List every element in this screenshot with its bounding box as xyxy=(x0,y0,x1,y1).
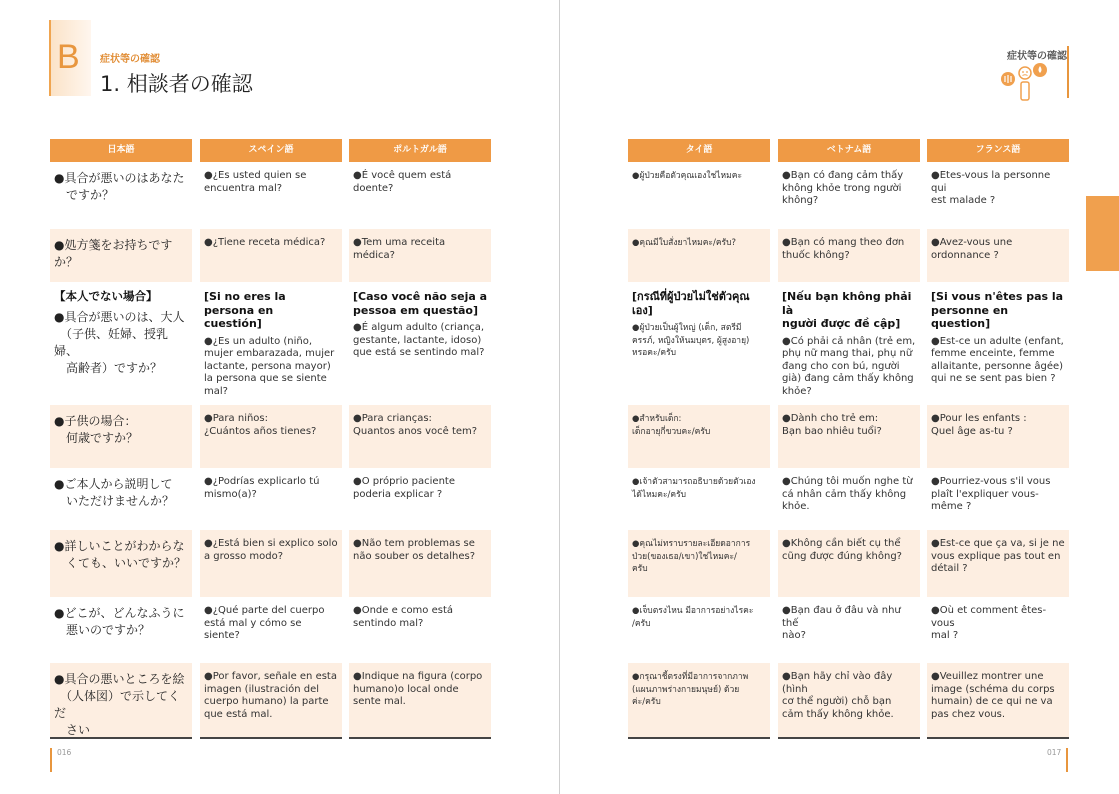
phrase-cell xyxy=(50,663,192,737)
phrase-cell xyxy=(200,663,342,737)
column-header: フランス語 xyxy=(927,139,1069,162)
phrase-cell xyxy=(200,282,342,405)
phrase-text: ●子供の場合： 何歳ですか？ xyxy=(54,414,139,445)
phrase-text: ●O próprio paciente poderia explicar ? xyxy=(353,476,455,500)
phrase-text: ●Chúng tôi muốn nghe từ cá nhân cảm thấy không khỏe. xyxy=(782,476,913,512)
case-heading: [Si no eres la persona en cuestión] xyxy=(204,290,286,330)
phrase-cell xyxy=(50,282,192,405)
phrase-cell xyxy=(778,282,920,405)
language-column xyxy=(628,139,770,739)
phrase-text: ●Etes-vous la personne qui est malade ? xyxy=(931,170,1051,206)
phrase-text: ●¿Está bien si explico solo a grosso modo? xyxy=(204,538,338,562)
phrase-text: ●どこが、どんなふうに 悪いのですか？ xyxy=(54,606,185,637)
phrase-cell xyxy=(50,405,192,468)
running-header-label: 症状等の確認 xyxy=(1007,51,1067,62)
phrase-text: ●ผู้ป่วยคือตัวคุณเองใช่ไหมคะ xyxy=(632,171,743,181)
phrase-cell xyxy=(50,162,192,229)
phrase-text: ●Est-ce que ça va, si je ne vous explique pas tout en détail ? xyxy=(931,538,1065,574)
case-heading: 【本人でない場合】 xyxy=(54,289,158,303)
phrase-text: ●¿Es un adulto (niño, mujer embarazada, mujer lactante, persona mayor) la persona que se siente mal? xyxy=(204,335,335,397)
phrase-cell xyxy=(349,282,491,405)
folio-bar xyxy=(50,748,52,772)
phrase-cell xyxy=(200,162,342,229)
phrase-cell xyxy=(778,468,920,530)
phrase-cell xyxy=(349,597,491,663)
phrase-cell xyxy=(628,663,770,737)
phrase-text: ●Est-ce un adulte (enfant, femme enceinte, femme allaitante, personne âgée) qui ne se sent pas bien ? xyxy=(931,335,1064,384)
phrase-text: ●สำหรับเด็ก: เด็กอายุกี่ขวบคะ/ครับ xyxy=(632,414,711,437)
phrase-text: ●Có phải cả nhân (trẻ em, phụ nữ mang thai, phụ nữ đang cho con bú, người già) đang cảm thấy không khỏe? xyxy=(782,335,916,397)
phrase-text: ●Onde e como está sentindo mal? xyxy=(353,605,454,629)
phrase-text: ●具合の悪いところを絵 （人体図）で示してくだ さい xyxy=(54,672,185,737)
phrase-cell xyxy=(778,663,920,737)
column-header: 日本語 xyxy=(50,139,192,162)
phrase-text: ●Para crianças: Quantos anos você tem? xyxy=(353,413,478,437)
phrase-text: ●¿Es usted quien se encuentra mal? xyxy=(204,170,307,194)
phrase-cell xyxy=(628,282,770,405)
left-page xyxy=(0,0,559,794)
phrase-cell xyxy=(778,405,920,468)
phrase-text: ●具合が悪いのはあなた ですか？ xyxy=(54,171,185,202)
phrase-cell xyxy=(778,162,920,229)
phrase-text: ●具合が悪いのは、大人 （子供、妊婦、授乳婦、 高齢者）ですか？ xyxy=(54,309,185,375)
phrase-cell xyxy=(50,229,192,282)
phrase-cell xyxy=(200,405,342,468)
phrase-text: ●คุณไม่ทราบรายละเอียดอาการ ป่วย(ของเธอ/เขา)ใช่ไหมคะ/ ครับ xyxy=(632,539,751,574)
phrase-cell xyxy=(349,162,491,229)
phrase-text: ●ผู้ป่วยเป็นผู้ใหญ่ (เด็ก, สตรีมี ครรภ์, หญิงให้นมบุตร, ผู้สูงอายุ) หรอคะ/ครับ xyxy=(632,323,750,358)
column-header: ポルトガル語 xyxy=(349,139,491,162)
phrase-cell xyxy=(628,162,770,229)
page-number: 016 xyxy=(57,748,72,757)
phrase-text: ●Où et comment êtes-vous mal ? xyxy=(931,605,1047,641)
phrase-cell xyxy=(349,468,491,530)
phrase-cell xyxy=(927,468,1069,530)
phrase-text: ●เจ็บตรงไหน มีอาการอย่างไรคะ /ครับ xyxy=(632,606,754,629)
phrase-cell xyxy=(628,530,770,597)
phrase-text: ●¿Tiene receta médica? xyxy=(204,237,326,248)
phrase-cell xyxy=(349,405,491,468)
phrase-cell xyxy=(50,468,192,530)
phrase-cell xyxy=(628,597,770,663)
language-column xyxy=(349,139,491,739)
phrase-text: ●É algum adulto (criança, gestante, lactante, idoso) que está se sentindo mal? xyxy=(353,322,485,358)
phrase-cell xyxy=(200,530,342,597)
running-header-bar xyxy=(1067,46,1069,98)
phrase-text: ●เจ้าตัวสามารถอธิบายด้วยตัวเอง ได้ไหมคะ/ครับ xyxy=(632,477,756,500)
phrase-cell xyxy=(927,663,1069,737)
column-header: スペイン語 xyxy=(200,139,342,162)
phrase-text: ●¿Podrías explicarlo tú mismo(a)? xyxy=(204,476,320,500)
section-letter: B xyxy=(57,38,80,76)
phrase-text: ●処方箋をお持ちですか？ xyxy=(54,238,173,269)
phrase-cell xyxy=(628,229,770,282)
language-column xyxy=(200,139,342,739)
page-title: 1. 相談者の確認 xyxy=(100,72,253,96)
phrase-cell xyxy=(927,405,1069,468)
phrase-cell xyxy=(628,405,770,468)
column-header: タイ語 xyxy=(628,139,770,162)
phrase-cell xyxy=(50,597,192,663)
case-heading: [Si vous n'êtes pas la personne en question] xyxy=(931,290,1064,330)
section-subtitle: 症状等の確認 xyxy=(100,54,160,65)
phrase-cell xyxy=(349,229,491,282)
phrase-cell xyxy=(927,530,1069,597)
phrase-text: ●Pourriez-vous s'il vous plaît l'expliquer vous- même ? xyxy=(931,476,1051,512)
phrase-text: ●Avez-vous une ordonnance ? xyxy=(931,237,1013,261)
phrase-cell xyxy=(778,530,920,597)
phrase-cell xyxy=(927,282,1069,405)
phrase-text: ●Bạn đau ở đâu và như thế nào? xyxy=(782,605,901,641)
phrase-text: ●¿Qué parte del cuerpo está mal y cómo se siente? xyxy=(204,605,325,641)
phrase-text: ●Bạn hãy chỉ vào đây (hình cơ thể người) chỗ bạn cảm thấy không khỏe. xyxy=(782,671,894,720)
page-number: 017 xyxy=(1047,748,1062,757)
phrase-text: ●詳しいことがわからな くても、いいですか？ xyxy=(54,539,187,570)
phrase-cell xyxy=(349,663,491,737)
folio-bar xyxy=(1066,748,1068,772)
language-column xyxy=(50,139,192,739)
phrase-cell xyxy=(927,229,1069,282)
case-heading: [Caso você não seja a pessoa em questão] xyxy=(353,290,488,317)
phrase-text: ●Bạn có đang cảm thấy không khỏe trong người không? xyxy=(782,170,904,206)
right-page xyxy=(560,0,1119,794)
phrase-text: ●Para niños: ¿Cuántos años tienes? xyxy=(204,413,317,437)
phrase-text: ●Indique na figura (corpo humano)o local onde sente mal. xyxy=(353,671,483,707)
phrase-text: ●Pour les enfants : Quel âge as-tu ? xyxy=(931,413,1027,437)
language-column xyxy=(927,139,1069,739)
phrase-text: ●Não tem problemas se não souber os detalhes? xyxy=(353,538,476,562)
phrase-cell xyxy=(200,468,342,530)
phrase-text: ●É você quem está doente? xyxy=(353,170,452,194)
phrase-text: ●คุณมีใบสั่งยาไหมคะ/ครับ? xyxy=(632,238,736,248)
phrase-text: ●Không cần biết cụ thể cũng được đúng không? xyxy=(782,538,902,562)
symptom-check-icon xyxy=(978,60,1054,102)
phrase-cell xyxy=(200,229,342,282)
phrase-text: ●Dành cho trẻ em: Bạn bao nhiêu tuổi? xyxy=(782,413,882,437)
phrase-cell xyxy=(927,597,1069,663)
phrase-cell xyxy=(50,530,192,597)
case-heading: [Nếu bạn không phải là người được đề cập] xyxy=(782,290,912,330)
phrase-text: ●Por favor, señale en esta imagen (ilustración del cuerpo humano) la parte que está mal. xyxy=(204,671,337,720)
phrase-text: ●Tem uma receita médica? xyxy=(353,237,446,261)
section-badge xyxy=(49,20,91,96)
language-column xyxy=(778,139,920,739)
phrase-text: ●ご本人から説明して いただけませんか？ xyxy=(54,477,175,508)
phrase-cell xyxy=(349,530,491,597)
phrase-cell xyxy=(200,597,342,663)
case-heading: [กรณีที่ผู้ป่วยไม่ใช่ตัวคุณ เอง] xyxy=(632,290,750,317)
phrase-cell xyxy=(628,468,770,530)
phrase-cell xyxy=(927,162,1069,229)
phrase-text: ●กรุณาชี้ตรงที่มีอาการจากภาพ (แผนภาพร่างกายมนุษย์) ด้วย ค่ะ/ครับ xyxy=(632,672,749,707)
phrase-text: ●Bạn có mang theo đơn thuốc không? xyxy=(782,237,905,261)
phrase-cell xyxy=(778,229,920,282)
chapter-tab xyxy=(1086,196,1119,271)
phrase-text: ●Veuillez montrer une image (schéma du corps humain) de ce qui ne va pas chez vous. xyxy=(931,671,1055,720)
phrase-cell xyxy=(778,597,920,663)
column-header: ベトナム語 xyxy=(778,139,920,162)
